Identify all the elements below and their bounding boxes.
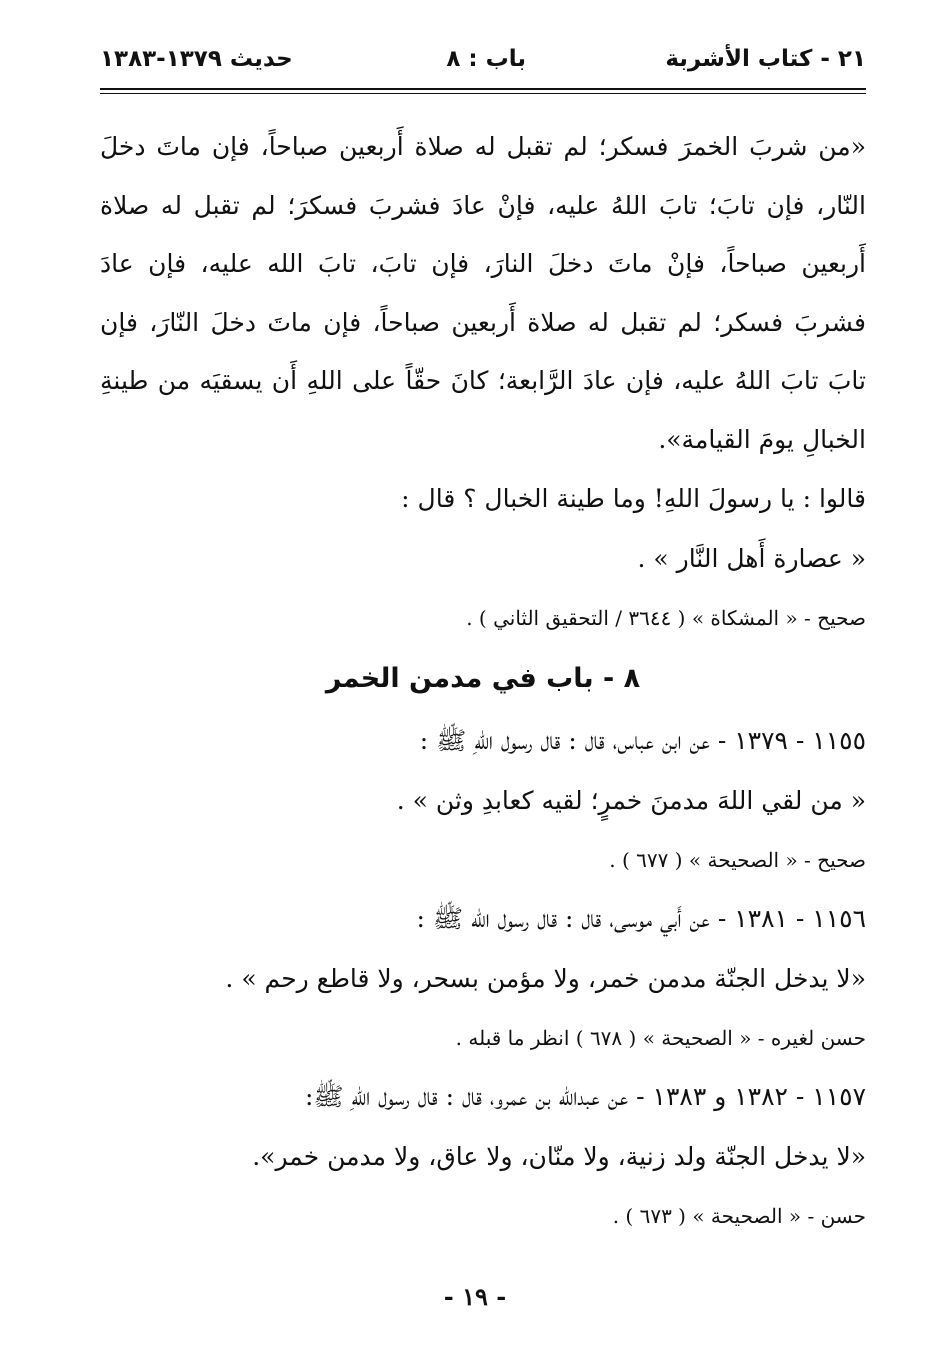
hadith-text: «لا يدخل الجنّة مدمن خمر، ولا مؤمن بسحر، ولا قاطع رحم » . [225, 964, 866, 993]
running-header [100, 40, 866, 88]
page-body [100, 118, 866, 1245]
hadith-grading: حسن لغيره - « الصحيحة » ( ٦٧٨ ) انظر ما قبله . [455, 1026, 866, 1050]
hadith-intro: ١١٥٧ - ١٣٨٢ و ١٣٨٣ - عن عبدالله بن عمرو، قال : قال رسول اللهِ ﷺ: [304, 1082, 866, 1111]
hadith-text: «لا يدخل الجنّة ولد زنية، ولا منّان، ولا عاق، ولا مدمن خمر». [252, 1142, 866, 1171]
hadith-intro: ١١٥٦ - ١٣٨١ - عن أَبي موسى، قال : قال رسول الله ﷺ : [416, 904, 866, 933]
opening-hadith-text: «من شربَ الخمرَ فسكر؛ لم تقبل له صلاة أَربعين صباحاً، فإن ماتَ دخلَ النّار، فإن تابَ؛ تابَ اللهُ عليه، فإنْ عادَ فشربَ فسكرَ؛ لم تقبل له صلاة أَربعين صباحاً، فإنْ ماتَ دخلَ النارَ، فإن تابَ، تابَ الله عليه، فإن عادَ فشربَ فسكر؛ لم تقبل له صلاة أَربعين صباحاً، فإن ماتَ دخلَ النّارَ، فإن تابَ تابَ اللهُ عليه، فإن عادَ الرَّابعة؛ كانَ حقّاً على اللهِ أَن يسقيَه من طينةِ الخبالِ يومَ القيامة». [100, 132, 866, 454]
hadith-text: « من لقي اللهَ مدمنَ خمرٍ؛ لقيه كعابدِ وثن » . [396, 786, 866, 815]
chapter-label: باب : ٨ [446, 46, 526, 72]
hadith-grading: حسن - « الصحيحة » ( ٦٧٣ ) . [612, 1204, 866, 1228]
hadith-grading: صحيح - « الصحيحة » ( ٦٧٧ ) . [609, 848, 866, 872]
header-rule-thin [100, 93, 866, 94]
book-title: ٢١ - كتاب الأشربة [665, 46, 866, 72]
page-number: - ١٩ - [443, 1282, 507, 1311]
header-rule [100, 88, 866, 90]
answer-line: « عصارة أَهل النَّار » . [637, 544, 866, 573]
question-line: قالوا : يا رسولَ اللهِ! وما طينة الخبال ؟ قال : [401, 484, 866, 513]
hadith-intro: ١١٥٥ - ١٣٧٩ - عن ابن عباس، قال : قال رسول اللهِ ﷺ : [419, 726, 866, 755]
hadith-range: حديث ١٣٧٩-١٣٨٣ [100, 46, 293, 72]
grading-line: صحيح - « المشكاة » ( ٣٦٤٤ / التحقيق الثاني ) . [466, 606, 866, 630]
section-heading: ٨ - باب في مدمن الخمر [325, 663, 641, 694]
